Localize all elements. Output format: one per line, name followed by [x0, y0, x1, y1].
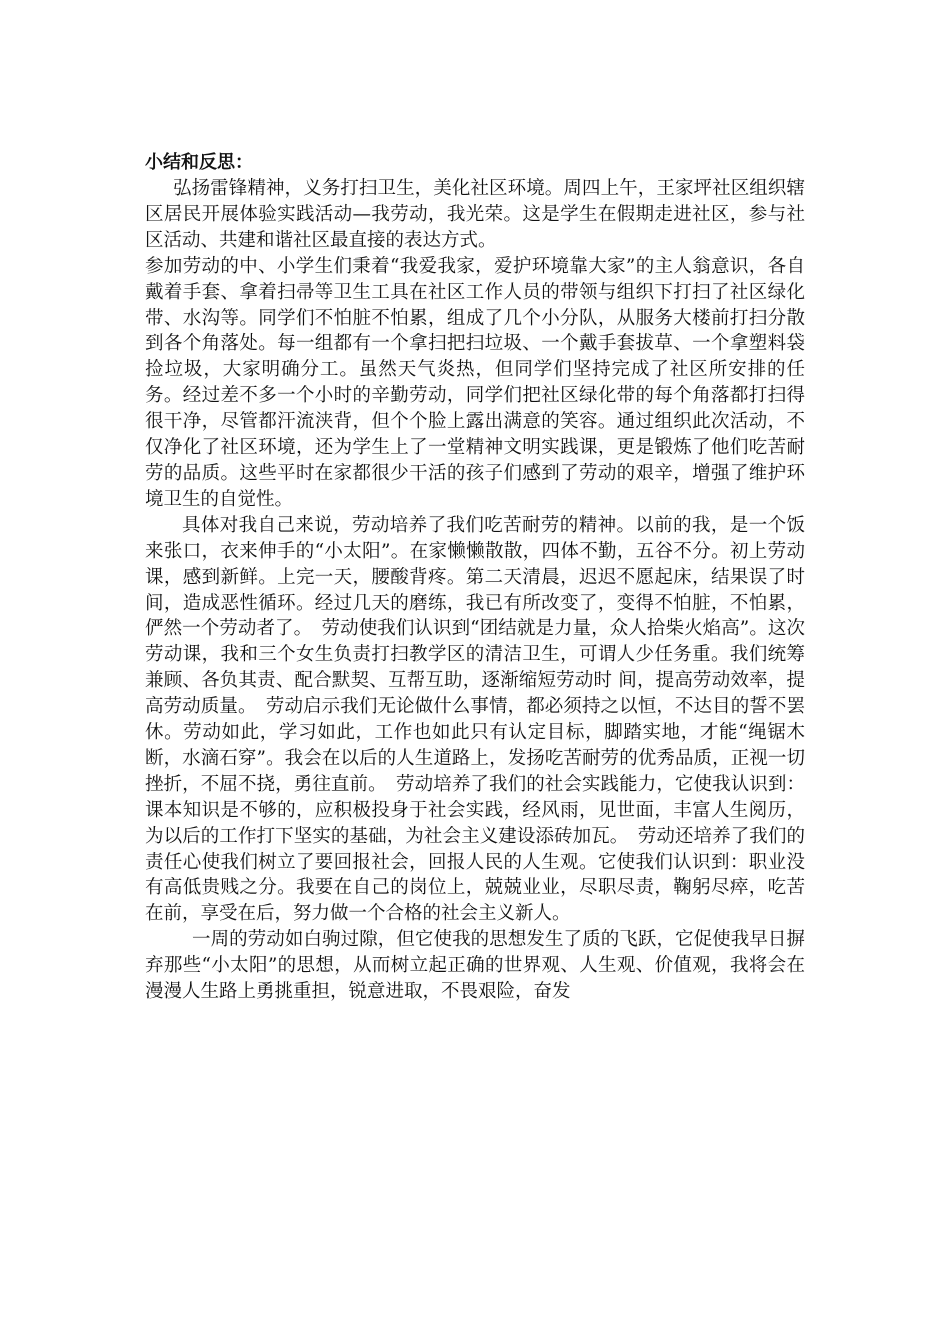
paragraph-intro: 弘扬雷锋精神，义务打扫卫生，美化社区环境。周四上午，王家坪社区组织辖区居民开展体验实践活动—我劳动，我光荣。这是学生在假期走进社区，参与社区活动、共建和谐社区最直接的表达方式。: [145, 178, 805, 251]
paragraph-conclusion: 一周的劳动如白驹过隙，但它使我的思想发生了质的飞跃，它促使我早日摒弃那些“小太阳”的思想，从而树立起正确的世界观、人生观、价值观，我将会在漫漫人生路上勇挑重担，锐意进取，不畏艰险，奋发: [145, 929, 805, 1003]
paragraph-personal-reflection: 具体对我自己来说，劳动培养了我们吃苦耐劳的精神。以前的我，是一个饭来张口，衣来伸手的“小太阳”。在家懒懒散散，四体不勤，五谷不分。初上劳动课，感到新鲜。上完一天，腰酸背疼。第二天清晨，迟迟不愿起床，结果误了时间，造成恶性循环。经过几天的磨练，我已有所改变了，变得不怕脏，不怕累，俨然一个劳动者了。 劳动使我们认识到“团结就是力量，众人拾柴火焰高”。这次劳动课，我和三个女生负责打扫教学区的清洁卫生，可谓人少任务重。我们统筹兼顾、各负其责、配合默契、互帮互助，逐渐缩短劳动时 间，提高劳动效率，提高劳动质量。 劳动启示我们无论做什么事情，都必须持之以恒，不达目的誓不罢休。劳动如此，学习如此，工作也如此只有认定目标，脚踏实地，才能“绳锯木断，水滴石穿”。我会在以后的人生道路上，发扬吃苦耐劳的优秀品质，正视一切挫折，不屈不挠，勇往直前。 劳动培养了我们的社会实践能力，它使我认识到：课本知识是不够的，应积极投身于社会实践，经风雨，见世面，丰富人生阅历，为以后的工作打下坚实的基础，为社会主义建设添砖加瓦。 劳动还培养了我们的责任心使我们树立了要回报社会，回报人民的人生观。它使我们认识到：职业没有高低贵贱之分。我要在自己的岗位上，兢兢业业，尽职尽责，鞠躬尽瘁，吃苦在前，享受在后，努力做一个合格的社会主义新人。: [145, 514, 805, 925]
document-body: [145, 150, 805, 1005]
section-heading: 小结和反思：: [145, 152, 253, 173]
paragraph-activity: 参加劳动的中、小学生们秉着“我爱我家，爱护环境靠大家”的主人翁意识，各自戴着手套、拿着扫帚等卫生工具在社区工作人员的带领与组织下打扫了社区绿化带、水沟等。同学们不怕脏不怕累，组成了几个小分队，从服务大楼前打扫分散到各个角落处。每一组都有一个拿扫把扫垃圾、一个戴手套拔草、一个拿塑料袋捡垃圾，大家明确分工。虽然天气炎热，但同学们坚持完成了社区所安排的任务。经过差不多一个小时的辛勤劳动，同学们把社区绿化带的每个角落都打扫得很干净，尽管都汗流浃背，但个个脸上露出满意的笑容。通过组织此次活动，不仅净化了社区环境，还为学生上了一堂精神文明实践课，更是锻炼了他们吃苦耐劳的品质。这些平时在家都很少干活的孩子们感到了劳动的艰辛，增强了维护环境卫生的自觉性。: [145, 255, 805, 510]
